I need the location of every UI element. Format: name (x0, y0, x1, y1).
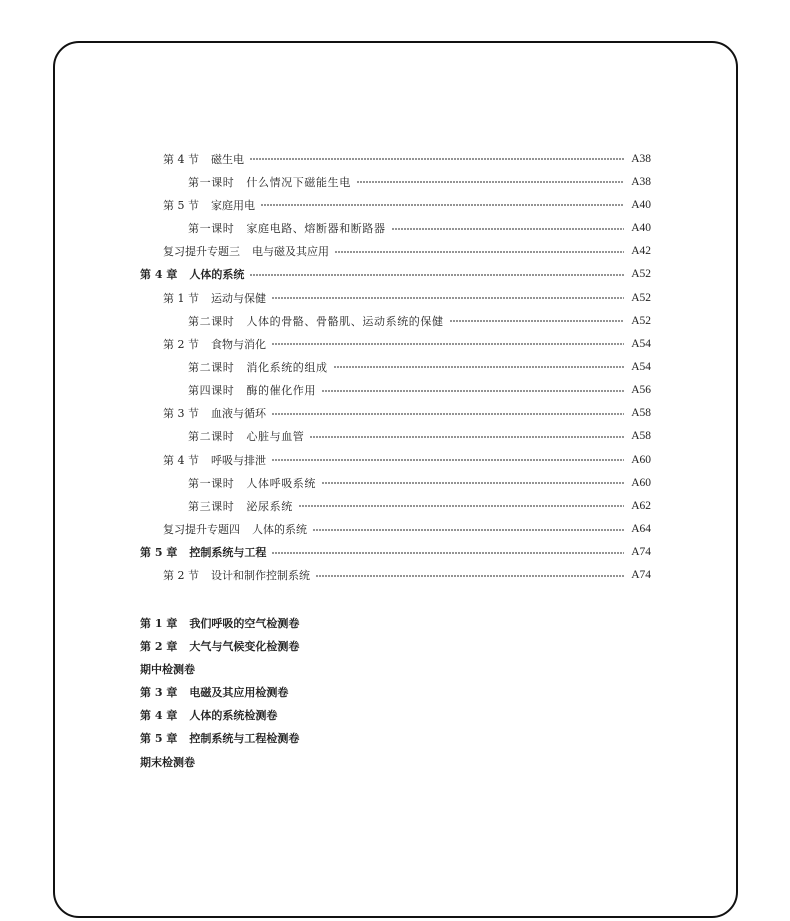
toc-entry-title: 家庭用电 (211, 198, 255, 212)
toc-entry-title: 呼吸与排泄 (211, 453, 266, 467)
toc-entry-chapter (140, 541, 651, 564)
test-paper-item (140, 657, 640, 680)
toc-entry-lesson (188, 494, 651, 517)
dot-leader (316, 575, 624, 577)
page-number: A58 (631, 430, 651, 443)
toc-entry-prefix: 第二课时 (188, 314, 235, 328)
page-number: A64 (631, 523, 651, 536)
toc-entry-prefix: 第 4 节 (163, 152, 199, 166)
page-number: A38 (631, 175, 651, 188)
toc-entry-section (163, 448, 651, 471)
dot-leader (272, 343, 624, 345)
page-number: A60 (631, 453, 651, 466)
toc-entry-prefix: 复习提升专题四 (163, 523, 240, 537)
toc-entry-prefix: 第一课时 (188, 175, 235, 189)
toc-entry-title: 泌尿系统 (246, 499, 293, 513)
dot-leader (250, 158, 624, 160)
toc-entry-prefix: 第 4 章 (140, 268, 178, 282)
dot-leader (450, 320, 625, 322)
page-number: A52 (631, 314, 651, 327)
dot-leader (310, 436, 624, 438)
test-paper-title: 大气与气候变化检测卷 (189, 639, 300, 653)
dot-leader (335, 251, 624, 253)
test-paper-title: 我们呼吸的空气检测卷 (189, 616, 300, 630)
test-paper-title: 电磁及其应用检测卷 (189, 686, 289, 700)
page-number: A38 (631, 152, 651, 165)
toc-entry-prefix: 第 5 节 (163, 198, 199, 212)
toc-entry-title: 家庭电路、熔断器和断路器 (246, 222, 386, 236)
test-paper-item (140, 611, 640, 634)
toc-entry-lesson (188, 216, 651, 239)
dot-leader (261, 204, 624, 206)
test-paper-item (140, 704, 640, 727)
toc-entry-title: 人体的骨骼、骨骼肌、运动系统的保健 (246, 314, 444, 328)
test-paper-title: 期中检测卷 (140, 662, 195, 676)
test-paper-title: 控制系统与工程检测卷 (189, 732, 300, 746)
toc-entry-title: 心脏与血管 (246, 430, 305, 444)
dot-leader (392, 228, 625, 230)
toc-list (0, 147, 790, 587)
toc-entry-title: 酶的催化作用 (246, 384, 317, 398)
toc-entry-review (163, 240, 651, 263)
page-number: A74 (631, 569, 651, 582)
toc-entry-title: 电与磁及其应用 (252, 245, 329, 259)
toc-entry-title: 控制系统与工程 (189, 546, 267, 560)
toc-entry-prefix: 复习提升专题三 (163, 245, 240, 259)
test-paper-prefix: 第 5 章 (140, 732, 178, 746)
toc-entry-title: 运动与保健 (211, 291, 266, 305)
toc-entry-lesson (188, 170, 651, 193)
toc-entry-section (163, 147, 651, 170)
dot-leader (272, 413, 624, 415)
dot-leader (322, 390, 624, 392)
toc-entry-title: 什么情况下磁能生电 (246, 175, 351, 189)
test-paper-prefix: 第 3 章 (140, 686, 178, 700)
toc-entry-section (163, 332, 651, 355)
page-number: A52 (631, 268, 651, 281)
toc-entry-review (163, 518, 651, 541)
toc-entry-prefix: 第四课时 (188, 384, 235, 398)
page-number: A58 (631, 407, 651, 420)
dot-leader (299, 505, 624, 507)
test-papers-list (140, 611, 640, 773)
dot-leader (272, 552, 624, 554)
toc-entry-title: 食物与消化 (211, 337, 266, 351)
test-paper-prefix: 第 2 章 (140, 639, 178, 653)
test-paper-item (140, 680, 640, 703)
toc-entry-prefix: 第 2 节 (163, 569, 199, 583)
toc-entry-lesson (188, 425, 651, 448)
toc-entry-title: 消化系统的组成 (246, 360, 328, 374)
page-number: A52 (631, 291, 651, 304)
page-number: A54 (631, 360, 651, 373)
toc-entry-prefix: 第 5 章 (140, 546, 178, 560)
toc-entry-prefix: 第二课时 (188, 360, 235, 374)
dot-leader (334, 366, 625, 368)
toc-entry-lesson (188, 471, 651, 494)
page-number: A74 (631, 546, 651, 559)
toc-entry-lesson (188, 309, 651, 332)
toc-entry-lesson (188, 379, 651, 402)
toc-entry-prefix: 第 2 节 (163, 337, 199, 351)
toc-entry-prefix: 第一课时 (188, 476, 235, 490)
toc-entry-section (163, 564, 651, 587)
toc-entry-prefix: 第三课时 (188, 499, 235, 513)
toc-entry-section (163, 193, 651, 216)
toc-entry-prefix: 第一课时 (188, 222, 235, 236)
page-number: A42 (631, 245, 651, 258)
toc-entry-title: 设计和制作控制系统 (211, 569, 310, 583)
toc-entry-section (163, 402, 651, 425)
test-paper-item (140, 750, 640, 773)
test-paper-prefix: 第 4 章 (140, 709, 178, 723)
toc-entry-prefix: 第 3 节 (163, 407, 199, 421)
toc-entry-chapter (140, 263, 651, 286)
page-number: A60 (631, 476, 651, 489)
toc-entry-prefix: 第二课时 (188, 430, 235, 444)
toc-entry-title: 人体的系统 (189, 268, 245, 282)
dot-leader (357, 181, 624, 183)
dot-leader (272, 297, 624, 299)
toc-entry-title: 磁生电 (211, 152, 244, 166)
toc-entry-lesson (188, 355, 651, 378)
test-paper-prefix: 第 1 章 (140, 616, 178, 630)
page-number: A54 (631, 337, 651, 350)
page-number: A62 (631, 499, 651, 512)
test-paper-title: 期末检测卷 (140, 755, 195, 769)
test-paper-title: 人体的系统检测卷 (189, 709, 278, 723)
toc-entry-prefix: 第 1 节 (163, 291, 199, 305)
toc-entry-prefix: 第 4 节 (163, 453, 199, 467)
test-paper-item (140, 727, 640, 750)
toc-entry-title: 人体的系统 (252, 523, 307, 537)
dot-leader (272, 459, 624, 461)
test-paper-item (140, 634, 640, 657)
page-number: A40 (631, 222, 651, 235)
page-number: A40 (631, 198, 651, 211)
dot-leader (250, 274, 624, 276)
page-number: A56 (631, 384, 651, 397)
toc-entry-section (163, 286, 651, 309)
dot-leader (322, 482, 624, 484)
toc-entry-title: 人体呼吸系统 (246, 476, 317, 490)
dot-leader (313, 529, 624, 531)
toc-entry-title: 血液与循环 (211, 407, 266, 421)
